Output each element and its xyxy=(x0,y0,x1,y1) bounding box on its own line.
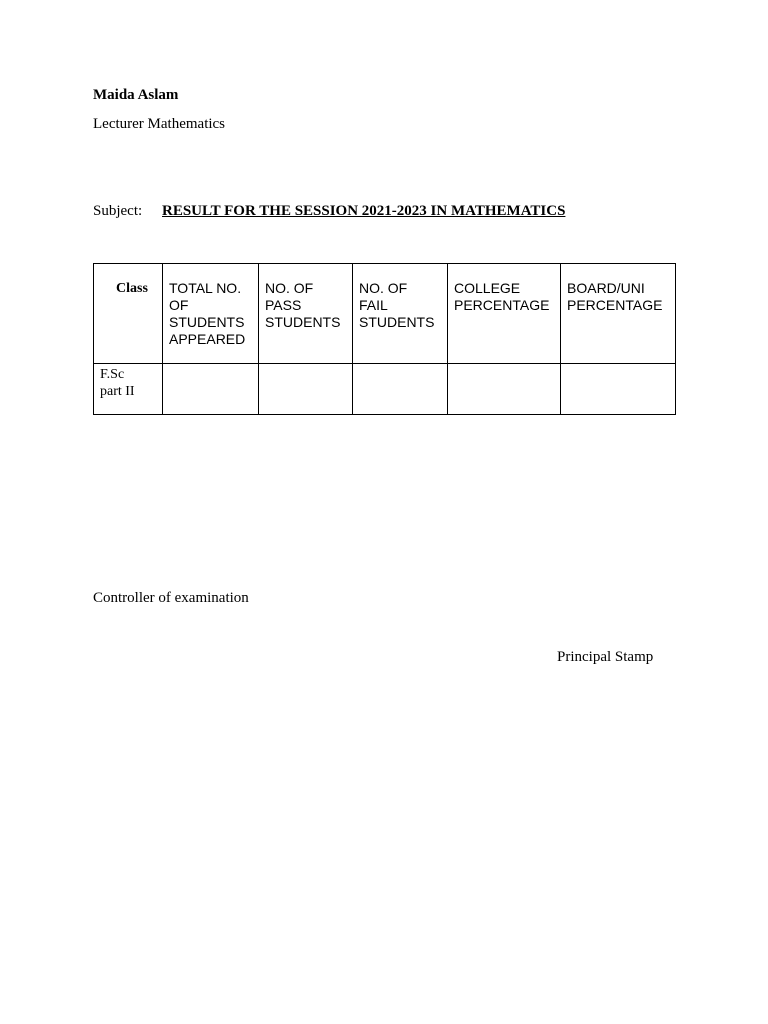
cell-fail-students xyxy=(353,364,448,415)
cell-class: F.Sc part II xyxy=(94,364,163,415)
cell-pass-students xyxy=(259,364,353,415)
cell-board-percentage xyxy=(561,364,676,415)
cell-total-students xyxy=(163,364,259,415)
controller-signature-line: Controller of examination xyxy=(93,590,249,606)
principal-stamp-line: Principal Stamp xyxy=(557,649,654,665)
header-college-percentage: COLLEGE PERCENTAGE xyxy=(448,264,561,364)
author-name: Maida Aslam xyxy=(93,87,179,103)
table-header-row xyxy=(94,264,676,364)
table-row xyxy=(94,364,676,415)
cell-college-percentage xyxy=(448,364,561,415)
header-board-percentage: BOARD/UNI PERCENTAGE xyxy=(561,264,676,364)
header-pass-students: NO. OF PASS STUDENTS xyxy=(259,264,353,364)
subject-label: Subject: xyxy=(93,203,143,219)
result-table xyxy=(93,263,676,415)
author-designation: Lecturer Mathematics xyxy=(93,116,226,132)
header-fail-students: NO. OF FAIL STUDENTS xyxy=(353,264,448,364)
header-total-students: TOTAL NO. OF STUDENTS APPEARED xyxy=(163,264,259,364)
header-class: Class xyxy=(94,264,163,364)
subject-title: RESULT FOR THE SESSION 2021-2023 IN MATHEMATICS xyxy=(162,203,566,219)
